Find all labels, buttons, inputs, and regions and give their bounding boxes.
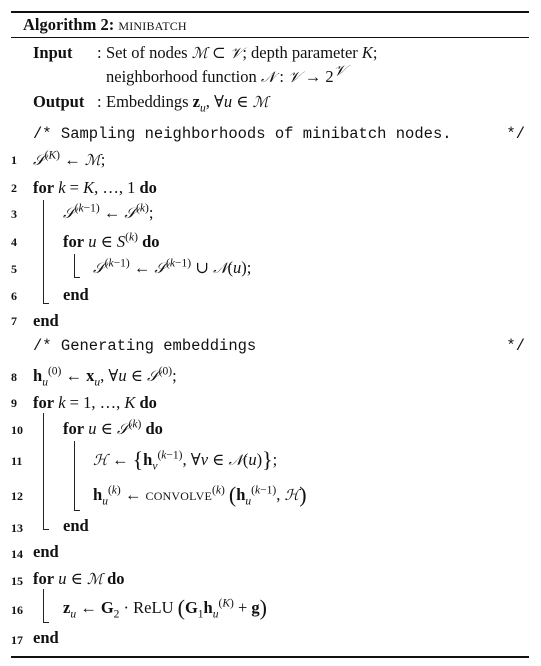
algo-line-12: $h_u^{(k)}$ ← convolve$^{(k)}$ ($h_u^{(k-1)}$, ℋ) — [93, 482, 307, 508]
line-number: 10 — [11, 423, 23, 437]
line-number: 4 — [11, 235, 17, 249]
algo-line-14: end — [33, 542, 59, 561]
line-number: 9 — [11, 396, 17, 410]
algo-line-8: $h_u^{(0)}$ ← $x_u$, ∀u ∈ 𝒮$^{(0)}$; — [33, 365, 177, 389]
algo-line-7: end — [33, 311, 59, 330]
algo-line-16: $z_u$ ← $G_2$ · ReLU $(G_1h_u^{(K)} + g)$ — [63, 595, 267, 621]
algo-line-1: 𝒮$^{(K)}$ ← ℳ; — [33, 149, 106, 169]
block-bar-for-u — [74, 254, 75, 278]
input-colon: : — [97, 43, 102, 62]
input-line-1: Set of nodes ℳ ⊂ 𝒱; depth parameter K; — [106, 43, 378, 62]
block-bar-for-u-2 — [74, 441, 75, 511]
line-number: 12 — [11, 489, 23, 503]
line-number: 13 — [11, 521, 23, 535]
output-text: Embeddings $z_u$, ∀u ∈ ℳ — [106, 92, 269, 115]
line-number: 7 — [11, 314, 17, 328]
output-colon: : — [97, 92, 102, 111]
algo-line-17: end — [33, 628, 59, 647]
block-bar-for-u-3 — [43, 589, 44, 623]
line-number: 11 — [11, 454, 23, 468]
block-bar-for-k-2 — [43, 413, 44, 530]
line-number: 14 — [11, 547, 23, 561]
algorithm-label: Algorithm 2: — [23, 15, 115, 34]
line-number: 5 — [11, 262, 17, 276]
output-label: Output — [33, 92, 85, 111]
algo-line-2: for k = K, …, 1 do — [33, 178, 157, 197]
algo-line-4: for u ∈ $S^{(k)}$ do — [63, 231, 160, 251]
input-line-2: neighborhood function 𝒩 : 𝒱 → $2^𝒱$ — [106, 61, 347, 86]
line-number: 6 — [11, 289, 17, 303]
title-rule — [11, 37, 529, 38]
algo-line-10: for u ∈ 𝒮$^{(k)}$ do — [63, 418, 163, 438]
algo-line-13: end — [63, 516, 89, 535]
top-rule — [11, 11, 529, 13]
comment-embeddings: /* Generating embeddings */ — [33, 337, 525, 355]
comment-sampling: /* Sampling neighborhoods of minibatch nodes. */ — [33, 125, 525, 143]
algo-line-5: 𝒮$^{(k-1)}$ ← 𝒮$^{(k-1)}$ ∪ 𝒩(u); — [93, 257, 252, 277]
algo-line-9: for k = 1, …, K do — [33, 393, 157, 412]
line-number: 15 — [11, 574, 23, 588]
algo-line-3: 𝒮$^{(k-1)}$ ← 𝒮$^{(k)}$; — [63, 202, 154, 222]
input-label: Input — [33, 43, 73, 62]
line-number: 3 — [11, 207, 17, 221]
block-bar-for-k — [43, 200, 44, 304]
algo-line-15: for u ∈ ℳ do — [33, 569, 125, 588]
bottom-rule — [11, 656, 529, 658]
line-number: 17 — [11, 633, 23, 647]
algorithm-title — [23, 15, 187, 35]
algorithm-name: minibatch — [118, 15, 187, 34]
line-number: 1 — [11, 153, 17, 167]
algo-line-11: ℋ ← {$h_v^{(k-1)}$, ∀v ∈ 𝒩(u)}; — [93, 447, 278, 473]
line-number: 8 — [11, 370, 17, 384]
line-number: 16 — [11, 603, 23, 617]
algo-line-6: end — [63, 285, 89, 304]
line-number: 2 — [11, 181, 17, 195]
